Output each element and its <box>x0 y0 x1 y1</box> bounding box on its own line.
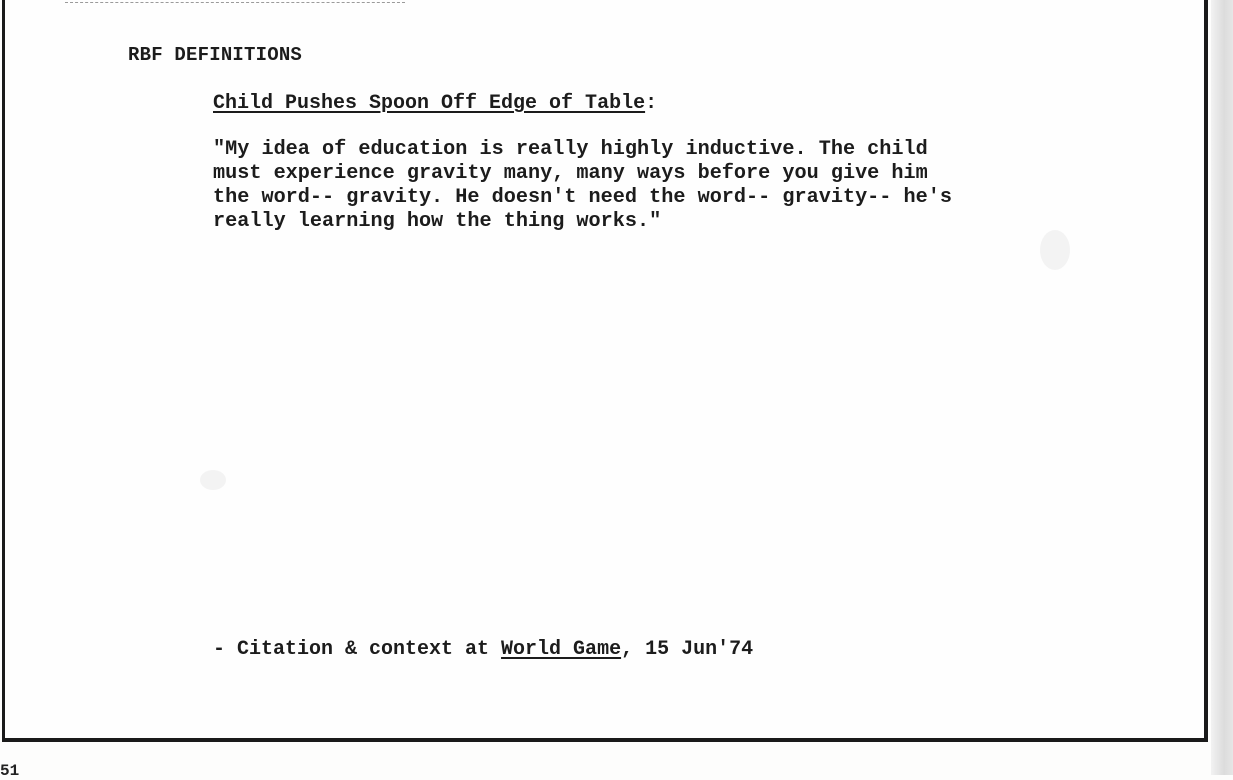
page-edge-shadow <box>1211 0 1233 775</box>
paper-smudge <box>1040 230 1070 270</box>
entry-title <box>213 92 657 115</box>
quote-line: must experience gravity many, many ways before you give him <box>213 162 928 185</box>
citation-prefix: - Citation & context at <box>213 638 502 661</box>
entry-title-colon: : <box>645 92 658 115</box>
quote-block <box>213 138 1153 234</box>
page-number: 51 <box>0 762 20 780</box>
paper-smudge <box>200 470 226 490</box>
citation-date: , 15 Jun'74 <box>621 638 754 661</box>
entry-title-text: Child Pushes Spoon Off Edge of Table <box>213 92 646 115</box>
section-heading: RBF DEFINITIONS <box>128 44 303 66</box>
quote-line: "My idea of education is really highly inductive. The child <box>213 138 928 161</box>
quote-line: the word-- gravity. He doesn't need the word-- gravity-- he's <box>213 186 952 209</box>
card-top-edge <box>65 0 405 3</box>
citation-source: World Game <box>501 638 622 661</box>
citation-line <box>213 638 753 661</box>
quote-line: really learning how the thing works." <box>213 210 662 233</box>
